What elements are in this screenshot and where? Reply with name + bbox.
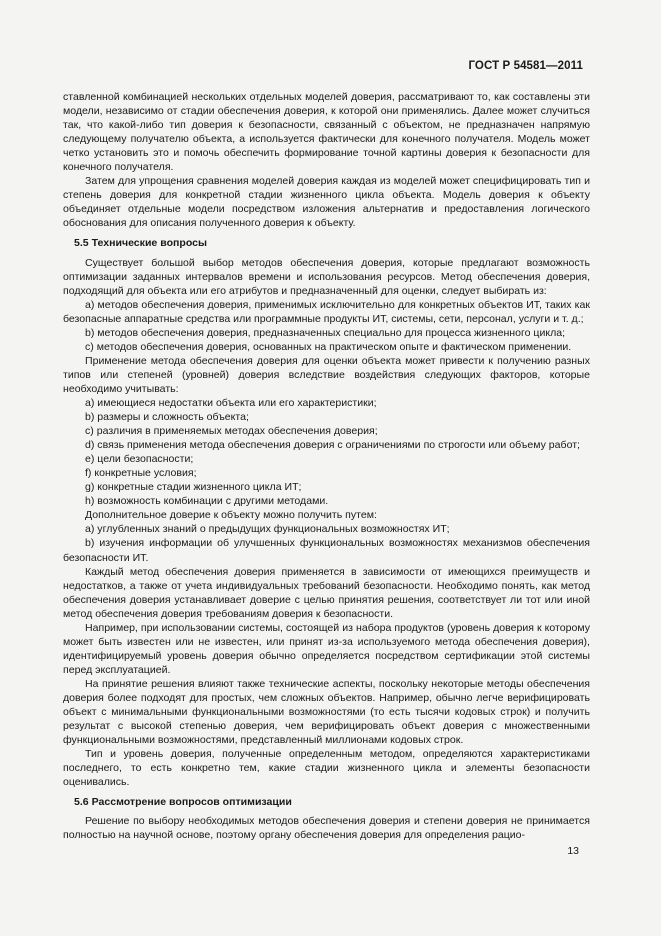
page-number: 13 xyxy=(567,845,579,857)
list-item: e) цели безопасности; xyxy=(85,453,194,466)
body-text xyxy=(63,90,590,842)
list-item: b) изучения информации об улучшенных функциональных возможностях механизмов обеспечения безопасности ИТ. xyxy=(63,537,590,564)
paragraph: Каждый метод обеспечения доверия применяется в зависимости от имеющихся преимуществ и недостатков, а также от учета индивидуальных требований безопасности. Необходимо понять, как метод обеспечения доверия устанавливает доверие с целью принятия решения, соответствует ли тот или иной метод обеспечения доверия требованиям доверия к безопасности. xyxy=(63,565,590,620)
paragraph: Решение по выбору необходимых методов обеспечения доверия и степени доверия не принимается полностью на научной основе, поэтому органу обеспечения доверия для определения рацио- xyxy=(63,815,590,842)
paragraph: Тип и уровень доверия, полученные определенным методом, определяются характеристиками последнего, то есть конкретно тем, какие стадии жизненного цикла и элементы безопасности оценивались. xyxy=(63,748,590,789)
paragraph: ставленной комбинацией нескольких отдельных моделей доверия, рассматривают то, как составлены эти модели, независимо от стадии обеспечения доверия, к которой они применялись. Далее может случиться так, что какой-либо тип доверия к безопасности, связанный с объектом, не предназначен напрямую следующему получателю объекта, а используется фактически для конечного получателя. Модель может четко установить это и помочь обеспечить формирование точной картины доверия к безопасности для конечного получателя. xyxy=(63,91,590,174)
standard-header: ГОСТ Р 54581—2011 xyxy=(468,60,583,72)
section-heading-5-5: 5.5 Технические вопросы xyxy=(74,237,208,250)
paragraph: Существует большой выбор методов обеспечения доверия, которые предлагают возможность оптимизации заданных интервалов времени и использования ресурсов. Метод обеспечения доверия, подходящий для объекта или его атрибутов и предназначенный для оценки, следует выбирать из: xyxy=(63,256,590,297)
list-item: b) размеры и сложность объекта; xyxy=(85,411,249,424)
paragraph: Дополнительное доверие к объекту можно получить путем: xyxy=(85,509,377,522)
list-item: c) различия в применяемых методах обеспечения доверия; xyxy=(85,425,378,438)
paragraph: Затем для упрощения сравнения моделей доверия каждая из моделей может специфицировать тип и степень доверия для конкретной стадии жизненного цикла объекта. Модель доверия к объекту объединяет отдельные модели посредством изложения альтернатив и предоставления логического обоснования для описания полученного доверия к объекту. xyxy=(63,175,590,230)
list-item: b) методов обеспечения доверия, предназначенных специально для процесса жизненного цикла; xyxy=(85,326,566,339)
paragraph: На принятие решения влияют также технические аспекты, поскольку некоторые методы обеспечения доверия более подходят для простых, чем сложных объектов. Например, обычно легче верифицировать объект с минимальными функциональными возможностями (то есть тысячи кодовых строк) и получить результат с высокой степенью доверия, чем верифицировать объект доверия с множественными функциональными возможностями, представленный миллионами кодовых строк. xyxy=(63,677,590,747)
paragraph: Применение метода обеспечения доверия для оценки объекта может привести к получению разных типов или степеней (уровней) доверия вследствие воздействия следующих факторов, которые необходимо учитывать: xyxy=(63,354,590,395)
list-item: d) связь применения метода обеспечения доверия с ограничениями по строгости или объему работ; xyxy=(85,439,580,452)
list-item: h) возможность комбинации с другими методами. xyxy=(85,495,329,508)
section-heading-5-6: 5.6 Рассмотрение вопросов оптимизации xyxy=(74,796,292,809)
list-item: f) конкретные условия; xyxy=(85,467,197,480)
list-item: a) имеющиеся недостатки объекта или его характеристики; xyxy=(85,396,377,409)
list-item: a) углубленных знаний о предыдущих функциональных возможностях ИТ; xyxy=(85,523,450,536)
list-item: g) конкретные стадии жизненного цикла ИТ; xyxy=(85,481,302,494)
list-item: a) методов обеспечения доверия, применимых исключительно для конкретных объектов ИТ, таких как безопасные аппаратные средства или программные продукты ИТ, системы, сети, персонал, услуги и т. д.; xyxy=(63,298,590,325)
list-item: c) методов обеспечения доверия, основанных на практическом опыте и фактическом применении. xyxy=(85,340,572,353)
paragraph: Например, при использовании системы, состоящей из набора продуктов (уровень доверия к которому может быть известен или не известен, или принят из-за используемого метода обеспечения доверия), идентифицируемый уровень доверия обычно определяется посредством сертификации этой системы перед эксплуатацией. xyxy=(63,621,590,676)
